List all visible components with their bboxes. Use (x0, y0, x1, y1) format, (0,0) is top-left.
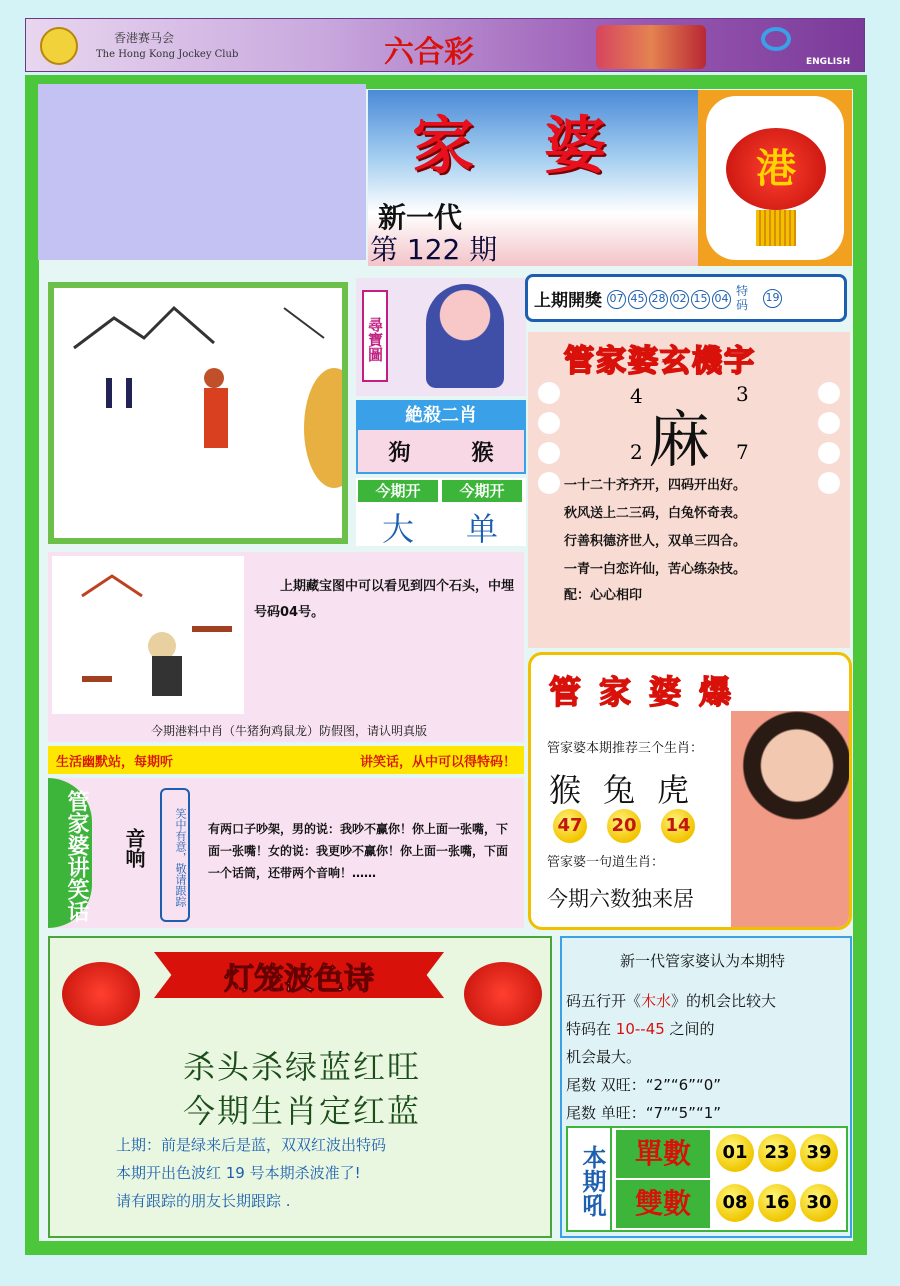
wuxing-element: 木水 (641, 992, 672, 1010)
wuxing-line-3 (566, 1018, 715, 1039)
treasure-caption: 今期港料中肖（牛猪狗鸡鼠龙）防假图，请认明真版 (150, 724, 427, 738)
photo-image (731, 711, 851, 929)
poem-note-3: 请有跟踪的朋友长期跟踪 . (116, 1192, 291, 1210)
roar-box (566, 1126, 848, 1232)
treasure-map-drawing (54, 288, 342, 538)
wuxing-l2c: 》的机会比较大 (671, 992, 777, 1010)
rec-zodiac-3: 虎 (657, 771, 690, 809)
wuxing-range: 10--45 (615, 1020, 665, 1038)
lantern-box (698, 90, 852, 266)
wuxing-line-5: 尾数 双旺：“2”“6”“0” (566, 1076, 722, 1094)
riddle-num-tl: 4 (630, 384, 643, 408)
draw-number: 02 (670, 290, 689, 309)
treasure-tag (356, 278, 526, 396)
single-number-1: 01 (716, 1134, 754, 1172)
riddle-num-br: 7 (736, 440, 749, 464)
english-link[interactable]: ENGLISH (806, 57, 851, 67)
draw-number: 28 (649, 290, 668, 309)
last-draw-box (525, 274, 847, 322)
lantern-right-icon (464, 962, 542, 1026)
rec-number-3: 14 (661, 809, 695, 843)
wuxing-l3c: 之间的 (664, 1020, 715, 1038)
poem-title: 灯笼波色诗 (224, 962, 374, 997)
treasure-note: 上期藏宝图中可以看见到四个石头，中埋号码04号。 (254, 579, 515, 620)
treasure-note-box (48, 552, 524, 742)
last-draw-numbers (606, 287, 732, 309)
riddle-num-bl: 2 (630, 440, 643, 464)
riddle-line-2: 秋风送上二三码，白兔怀奇表。 (564, 506, 747, 521)
double-number-3: 30 (800, 1184, 838, 1222)
poem-note-2: 本期开出色波红 19 号本期杀波准了! (116, 1164, 361, 1182)
rec-zodiac-2: 兔 (603, 771, 636, 809)
joke-box (48, 778, 524, 928)
last-draw-label: 上期開獎 (534, 290, 602, 311)
line-label: 管家婆一句道生肖： (547, 855, 665, 870)
double-number-2: 16 (758, 1184, 796, 1222)
masthead-name: 家婆 (412, 109, 677, 182)
pig-mascot-image (426, 284, 504, 388)
single-number-3: 39 (800, 1134, 838, 1172)
issue-number: 第 122 期 (370, 233, 498, 266)
ad-placeholder (38, 84, 366, 260)
special-number: 19 (763, 289, 782, 308)
period-label-2: 今期开 (442, 480, 522, 502)
humor-banner (48, 746, 524, 774)
org-name-en: The Hong Kong Jockey Club (96, 49, 239, 60)
draw-number: 04 (712, 290, 731, 309)
wuxing-line-6: 尾数 单旺：“7”“5”“1” (566, 1104, 722, 1122)
rec-label: 管家婆本期推荐三个生肖： (547, 741, 704, 756)
riddle-title: 管家婆玄機字 (564, 344, 756, 379)
poem-box (48, 936, 552, 1238)
wuxing-intro: 新一代管家婆认为本期特 (620, 952, 786, 970)
horses-image (596, 25, 706, 69)
joke-tip: 笑中有意，敬请跟踪 (160, 788, 190, 922)
draw-number: 45 (628, 290, 647, 309)
double-label: 雙數 (616, 1180, 710, 1228)
wuxing-line-4: 机会最大。 (566, 1048, 642, 1066)
joke-side-label: 管家婆讲笑话 (48, 778, 92, 928)
wuxing-box (560, 936, 852, 1238)
lantern-left-icon (62, 962, 140, 1026)
riddle-box (528, 332, 850, 648)
top-header (25, 18, 865, 72)
masthead (368, 90, 698, 266)
riddle-char: 麻 (648, 403, 711, 476)
riddle-pair: 配：心心相印 (564, 588, 643, 603)
poem-line-2: 今期生肖定红蓝 (182, 1092, 421, 1130)
roar-label: 本期吼 (568, 1128, 612, 1230)
banner-left: 生活幽默站，每期听 (56, 754, 174, 770)
period-label-1: 今期开 (358, 480, 438, 502)
explode-box (528, 652, 852, 930)
double-number-1: 08 (716, 1184, 754, 1222)
explode-title: 管家婆爆 (549, 673, 750, 711)
kill-zodiac-2: 猴 (471, 440, 494, 466)
draw-number: 15 (691, 290, 710, 309)
special-label: 特码 (736, 284, 749, 312)
org-name-cn: 香港赛马会 (114, 31, 175, 45)
kill-zodiac-title: 絶殺二肖 (358, 402, 524, 430)
riddle-line-4: 一青一白恋许仙，苦心练杂技。 (564, 562, 747, 577)
lantern-char: 港 (756, 146, 796, 192)
single-number-2: 23 (758, 1134, 796, 1172)
treasure-tag-label: 尋寶圖 (362, 290, 388, 382)
joke-text: 有两口子吵架，男的说：我吵不赢你！你上面一张嘴，下面一张嘴！女的说：我更吵不赢你！你上面一张嘴，下面一个话筒，还带两个音响！…… (208, 822, 509, 880)
joke-title: 音响 (122, 828, 146, 868)
line-text: 今期六数独来居 (547, 887, 694, 911)
riddle-num-tr: 3 (736, 382, 749, 406)
rec-number-1: 47 (553, 809, 587, 843)
wuxing-l2a: 码五行开《 (566, 992, 642, 1010)
period-value-2: 单 (465, 510, 498, 548)
rec-zodiac-1: 猴 (549, 771, 582, 809)
lottery-title: 六合彩 (384, 35, 474, 70)
poem-line-1: 杀头杀绿蓝红旺 (182, 1048, 421, 1086)
mark-six-logo-icon (761, 27, 791, 51)
lantern-icon (726, 128, 826, 210)
riddle-line-1: 一十二十齐齐开，四码开出好。 (564, 478, 747, 493)
kill-zodiac-1: 狗 (388, 440, 411, 466)
poem-note-1: 上期：前是绿来后是蓝，双双红波出特码 (116, 1136, 387, 1154)
hkjc-logo-icon (40, 27, 78, 65)
single-label: 單數 (616, 1130, 710, 1178)
riddle-line-3: 行善积德济世人，双单三四合。 (564, 534, 747, 549)
rec-number-2: 20 (607, 809, 641, 843)
masthead-subtitle: 新一代 (378, 201, 463, 234)
kill-zodiac-box (356, 400, 526, 474)
treasure-map-image (48, 282, 348, 544)
banner-right: 讲笑话，从中可以得特码！ (359, 754, 516, 770)
treasure-hint-image (52, 556, 244, 714)
period-box (356, 478, 526, 546)
period-value-1: 大 (381, 510, 414, 548)
draw-number: 07 (607, 290, 626, 309)
wuxing-line-2 (566, 990, 776, 1011)
wuxing-l3a: 特码在 (566, 1020, 616, 1038)
